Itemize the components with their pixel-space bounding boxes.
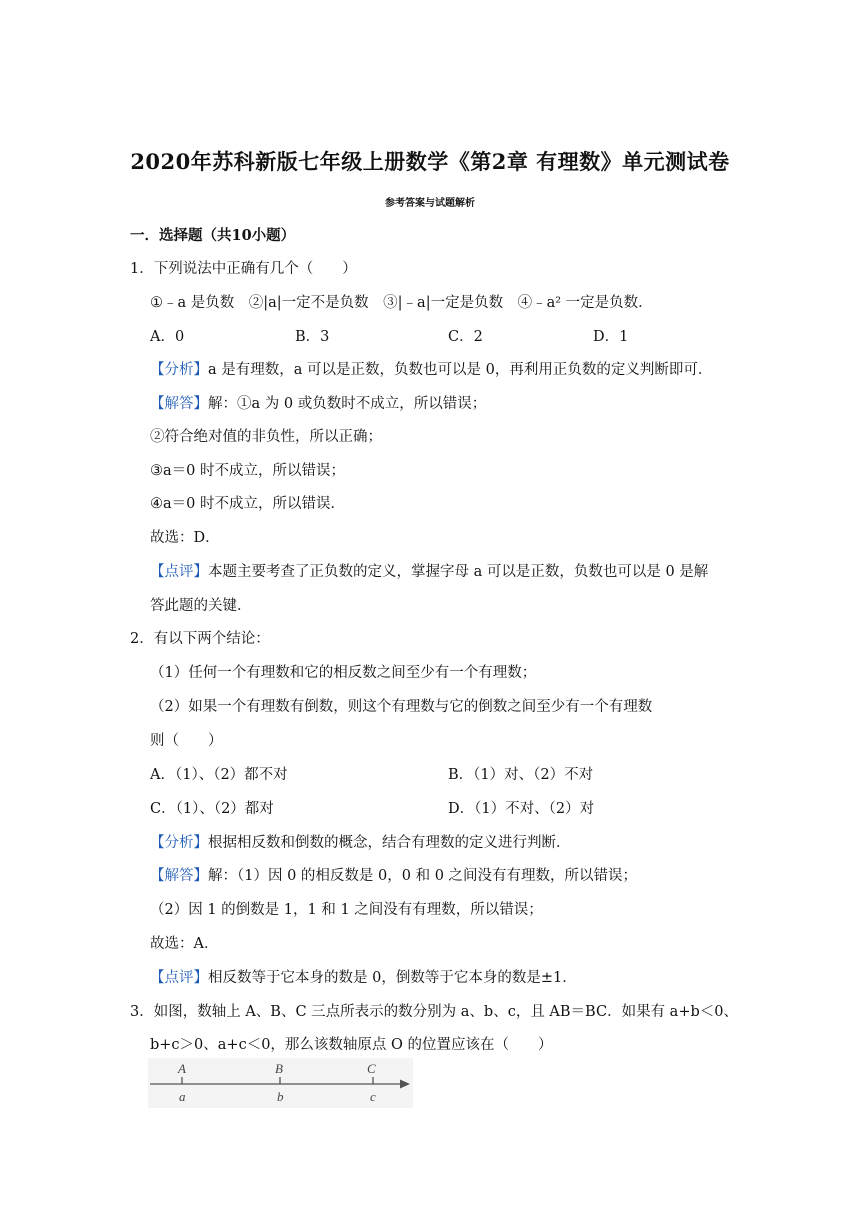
number-line-figure xyxy=(148,1058,413,1108)
answer-tag: 【解答】 xyxy=(150,868,208,884)
q1-answer-line: 解：①a 为 0 或负数时不成立，所以错误； xyxy=(208,396,487,412)
page-title: 2020年苏科新版七年级上册数学《第2章 有理数》单元测试卷 xyxy=(130,149,730,174)
q1-stem: 1．下列说法中正确有几个（ ） xyxy=(130,261,357,277)
q1-analysis xyxy=(150,360,712,380)
q2-comment xyxy=(150,968,577,988)
q1-option-d: D．1 xyxy=(593,329,629,345)
q1-comment xyxy=(150,562,708,582)
q1-answer-line: ②符合绝对值的非负性，所以正确； xyxy=(150,429,382,445)
q2-answer-line: 解：（1）因 0 的相反数是 0，0 和 0 之间没有有理数，所以错误； xyxy=(208,868,638,884)
q2-stem: 2．有以下两个结论： xyxy=(130,631,270,647)
q1-option-b: B．3 xyxy=(295,329,330,345)
analysis-tag: 【分析】 xyxy=(150,362,208,378)
q2-statement-1: （1）任何一个有理数和它的相反数之间至少有一个有理数； xyxy=(150,665,537,681)
q3-stem-cont: b+c＞0、a+c＜0，那么该数轴原点 O 的位置应该在（ ） xyxy=(150,1037,553,1053)
q2-answer xyxy=(150,866,637,886)
q1-answer-line: ④a＝0 时不成立，所以错误． xyxy=(150,496,345,512)
q2-option-b: B．（1）对、（2）不对 xyxy=(448,767,594,783)
point-label-b: B xyxy=(275,1061,283,1076)
q1-answer-line: ③a＝0 时不成立，所以错误； xyxy=(150,463,345,479)
q2-stem-end: 则（ ） xyxy=(150,733,223,749)
point-label-a: A xyxy=(178,1061,186,1076)
q2-option-a: A．（1）、（2）都不对 xyxy=(150,767,288,783)
q2-answer-line: （2）因 1 的倒数是 1，1 和 1 之间没有有理数，所以错误； xyxy=(150,902,543,918)
q1-analysis-text: a 是有理数，a 可以是正数，负数也可以是 0，再利用正负数的定义判断即可． xyxy=(208,362,713,378)
comment-tag: 【点评】 xyxy=(150,564,208,580)
value-label-b: b xyxy=(277,1089,284,1104)
q2-answer-line: 故选：A． xyxy=(150,936,219,952)
q2-option-d: D．（1）不对、（2）对 xyxy=(448,801,595,817)
q2-analysis-text: 根据相反数和倒数的概念，结合有理数的定义进行判断． xyxy=(208,835,571,851)
page-subtitle: 参考答案与试题解析 xyxy=(385,198,475,209)
comment-tag: 【点评】 xyxy=(150,970,208,986)
q1-answer xyxy=(150,394,486,414)
q2-analysis xyxy=(150,833,571,853)
q1-comment-cont: 答此题的关键． xyxy=(150,598,252,614)
q1-option-c: C．2 xyxy=(448,329,483,345)
q1-comment-text: 本题主要考查了正负数的定义，掌握字母 a 可以是正数，负数也可以是 0 是解 xyxy=(208,564,709,580)
analysis-tag: 【分析】 xyxy=(150,835,208,851)
q2-statement-2: （2）如果一个有理数有倒数，则这个有理数与它的倒数之间至少有一个有理数 xyxy=(150,699,653,715)
value-label-a: a xyxy=(179,1089,186,1104)
value-label-c: c xyxy=(370,1089,376,1104)
section-heading: 一．选择题（共10小题） xyxy=(130,227,296,244)
q2-option-c: C．（1）、（2）都对 xyxy=(150,801,274,817)
q1-statements: ①﹣a 是负数 ②|a|一定不是负数 ③|﹣a|一定是负数 ④﹣a² 一定是负数． xyxy=(150,295,653,311)
answer-tag: 【解答】 xyxy=(150,396,208,412)
q1-option-a: A．0 xyxy=(150,329,185,345)
point-label-c: C xyxy=(367,1061,376,1076)
q2-comment-text: 相反数等于它本身的数是 0，倒数等于它本身的数是±1． xyxy=(208,970,577,986)
q1-answer-line: 故选：D． xyxy=(150,530,220,546)
q3-stem: 3．如图，数轴上 A、B、C 三点所表示的数分别为 a、b、c，且 AB＝BC．如果有 a+b＜0、 xyxy=(130,1004,738,1020)
